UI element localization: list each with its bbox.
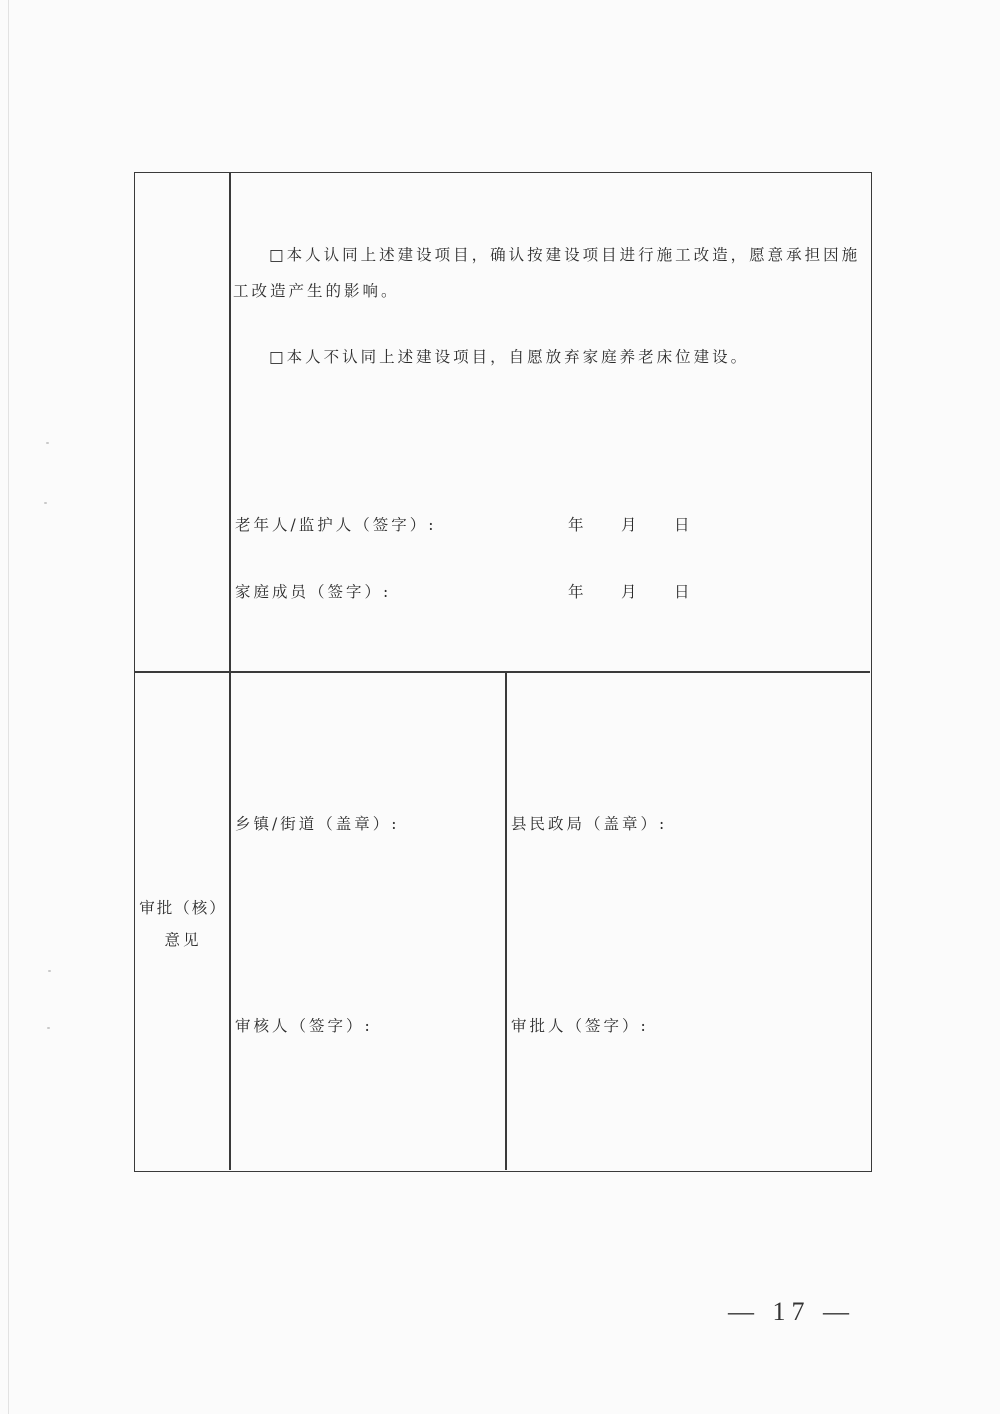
scan-speck <box>48 970 51 972</box>
scan-speck <box>44 502 47 504</box>
elder-sign-year: 年 <box>568 516 584 534</box>
approval-column-divider <box>505 672 507 1170</box>
scan-speck <box>46 442 49 444</box>
consent-option-disagree: □本人不认同上述建设项目，自愿放弃家庭养老床位建设。 <box>269 348 750 366</box>
civil-affairs-seal-label: 县民政局（盖章）: <box>511 815 668 833</box>
elder-signature-label: 老年人/监护人（签字）: <box>235 516 437 534</box>
reviewer-signature-label: 审核人（签字）: <box>235 1017 373 1035</box>
elder-sign-day: 日 <box>674 516 690 534</box>
elder-sign-month: 月 <box>621 516 637 534</box>
family-sign-year: 年 <box>568 583 584 601</box>
approval-row-label: 审批（核） <box>139 899 227 917</box>
consent-option-agree: □本人认同上述建设项目，确认按建设项目进行施工改造，愿意承担因施工改造产生的影响。 <box>233 246 861 300</box>
family-signature-label: 家庭成员（签字）: <box>235 583 392 601</box>
approval-row-label-line2: 意见 <box>164 931 202 949</box>
scan-speck <box>47 1027 50 1029</box>
consent-form-table <box>134 172 872 1172</box>
row-divider <box>135 671 870 673</box>
scan-edge <box>8 0 9 1414</box>
township-seal-label: 乡镇/街道（盖章）: <box>235 815 400 833</box>
family-sign-day: 日 <box>674 583 690 601</box>
page-number: — 17 — <box>728 1297 855 1326</box>
family-sign-month: 月 <box>621 583 637 601</box>
approver-signature-label: 审批人（签字）: <box>511 1017 649 1035</box>
